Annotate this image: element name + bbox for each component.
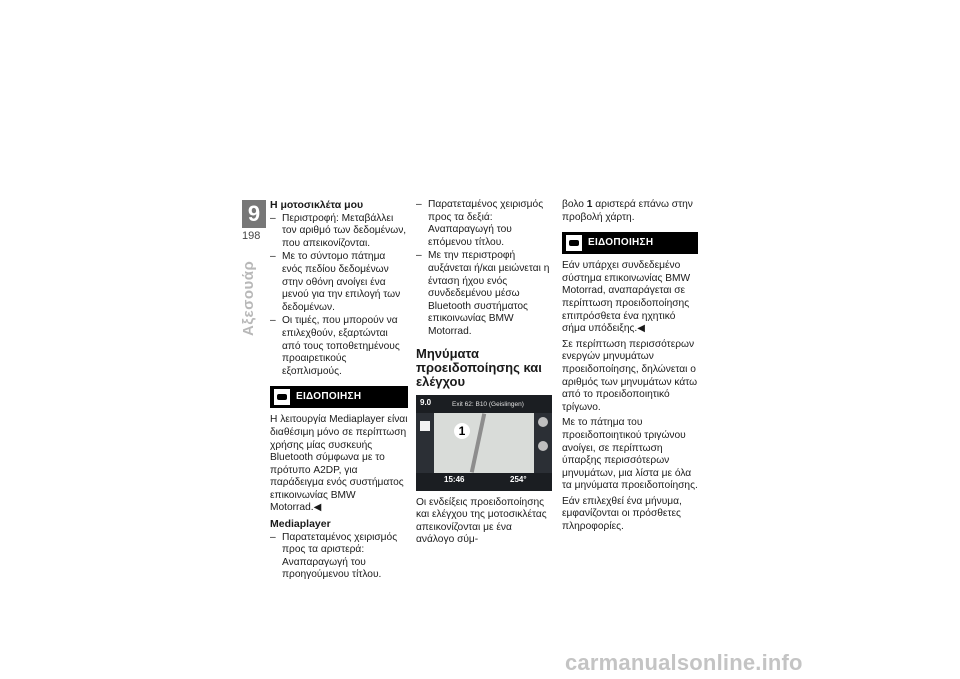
callout-ref: 1 [586,199,593,210]
nav-time: 15:46 [444,474,465,484]
multiple-warnings-para: Σε περίπτωση περισσότερων ενεργών μηνυμάτων προειδοποίησης, δηλώνεται ο αριθμός των μηνυμάτων κάτω από το προειδοποιητικό τρίγωνο. [562,338,698,413]
chapter-number: 9 [242,200,266,228]
heading-warnings: Μηνύματα προειδοποίησης και ελέγχου [416,345,542,389]
zoom-icon [538,417,548,427]
list-mediaplayer-cont [416,199,552,339]
settings-icon [538,441,548,451]
column-1 [270,199,408,583]
warning-banner [562,232,698,254]
warning-select-para: Εάν επιλεχθεί ένα μήνυμα, εμφανίζονται οι πρόσθετες πληροφορίες. [562,495,682,533]
column-3 [562,199,698,537]
warnings-intro-cont [562,199,698,224]
warning-triangle-icon [420,421,430,431]
warnings-intro: Οι ενδείξεις προειδοποίησης και ελέγχου της μοτοσικλέτας απεικονίζονται με ένα ανάλογο σύμ- [416,496,547,546]
column-2 [416,199,552,550]
list-item: – Περιστροφή: Μεταβάλλει τον αριθμό των δεδομένων, που απεικονίζονται. [270,213,408,251]
mediaplayer-note: Η λειτουργία Mediaplayer είναι διαθέσιμη μόνο σε περίπτωση χρήσης μίας συσκευής Bluetooth σύμφωνα με το πρότυπο A2DP, για παράδειγμα ενός συστήματος επικοινωνίας BMW Motorrad.◀ [270,414,408,514]
audio-warning-note: Εάν υπάρχει συνδεδεμένο σύστημα επικοινωνίας BMW Motorrad, αναπαράγεται σε περίπτωση προειδοποίησης επιπρόσθετα ένα ηχητικό σήμα υπόδειξης.◀ [562,260,691,335]
nav-street: Exit 62: B10 (Geislingen) [452,400,524,408]
text-run: βολο [562,199,587,210]
list-item: – Με την περιστροφή αυξάνεται ή/και μειώνεται η ένταση ήχου ενός συνδεδεμένου μέσω Bluetooth συστήματος επικοινωνίας BMW Motorrad. [416,250,552,338]
list-item: – Παρατεταμένος χειρισμός προς τα αριστερά: Αναπαραγωγή του προηγούμενου τίτλου. [270,532,408,582]
list-item: – Οι τιμές, που μπορούν να επιλεχθούν, εξαρτώνται από τους τοποθετημένους προαιρετικούς εξοπλισμούς. [270,315,408,378]
navigation-screen-image [416,395,552,491]
list-mediaplayer [270,532,408,582]
warning-banner [270,386,408,408]
list-my-motorcycle [270,213,408,379]
heading-mediaplayer: Mediaplayer [270,518,331,531]
nav-distance: 9.0 [420,397,432,407]
callout-marker: 1 [454,423,470,439]
section-title: Αξεσουάρ [240,260,257,336]
page-number: 198 [242,230,261,242]
warning-label: ΕΙΔΟΠΟΙΗΣΗ [588,236,654,248]
warning-book-icon [274,389,290,405]
warning-label: ΕΙΔΟΠΟΙΗΣΗ [296,391,362,403]
list-item: – Παρατεταμένος χειρισμός προς τα δεξιά: Αναπαραγωγή του επόμενου τίτλου. [416,199,552,249]
text-run: αριστερά επάνω στην προβολή χάρτη. [562,199,693,223]
nav-bottom-bar [416,473,552,491]
heading-my-motorcycle: Η μοτοσικλέτα μου [270,199,364,211]
watermark: carmanualsonline.info [565,650,803,675]
nav-heading: 254° [510,474,527,484]
warning-list-para: Με το πάτημα του προειδοποιητικού τριγώνου ανοίγει, σε περίπτωση ύπαρξης περισσότερων μηνυμάτων, μια λίστα με όλα τα μηνύματα προειδοποίησης. [562,417,698,492]
warning-book-icon [566,235,582,251]
list-item: – Με το σύντομο πάτημα ενός πεδίου δεδομένων στην οθόνη ανοίγει ένα μενού για την επιλογή των δεδομένων. [270,251,408,314]
